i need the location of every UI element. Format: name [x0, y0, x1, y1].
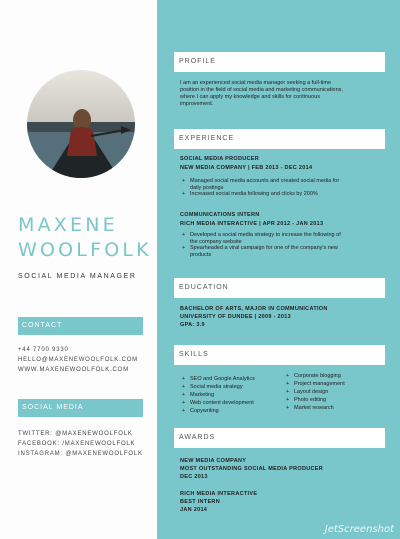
award-org-2: RICH MEDIA INTERACTIVE: [180, 491, 258, 497]
profile-heading: PROFILE: [174, 52, 385, 72]
profile-line: improvement.: [180, 101, 214, 107]
skills-column-1: [180, 375, 255, 415]
skills-column-2: [284, 372, 345, 412]
experience-heading: EXPERIENCE: [174, 129, 385, 149]
award-date-1: DEC 2013: [180, 474, 208, 480]
job-title: SOCIAL MEDIA MANAGER: [18, 273, 137, 280]
last-name: WOOLFOLK: [18, 239, 152, 261]
watermark: JetScreenshot: [324, 524, 394, 535]
skill-item: + Web content development: [190, 399, 255, 407]
twitter-handle[interactable]: TWITTER: @MAXENEWOOLFOLK: [18, 431, 133, 437]
job-meta-2: RICH MEDIA INTERACTIVE | APR 2012 - JAN 2013: [180, 221, 324, 227]
award-title-2: BEST INTERN: [180, 499, 220, 505]
award-org-1: NEW MEDIA COMPANY: [180, 458, 247, 464]
degree: BACHELOR OF ARTS, MAJOR IN COMMUNICATION: [180, 306, 328, 312]
profile-line: where I can apply my knowledge and skills for continuous: [180, 94, 321, 100]
website-link[interactable]: WWW.MAXENEWOOLFOLK.COM: [18, 367, 129, 373]
job-title-2: COMMUNICATIONS INTERN: [180, 212, 260, 218]
gpa: GPA: 3.9: [180, 322, 205, 328]
profile-line: I am an experienced social media manager seeking a full-time: [180, 80, 332, 86]
social-media-heading: SOCIAL MEDIA: [18, 399, 143, 417]
job-title-1: SOCIAL MEDIA PRODUCER: [180, 156, 260, 162]
education-heading: EDUCATION: [174, 278, 385, 298]
bullet: + Increased social media following and clicks by 200%: [190, 191, 339, 198]
contact-heading: CONTACT: [18, 317, 143, 335]
job-bullets-1: [180, 178, 339, 198]
instagram-handle[interactable]: INSTAGRAM: @MAXENEWOOLFOLK: [18, 451, 143, 457]
bullet: + Spearheaded a viral campaign for one of the company's new products: [190, 245, 341, 258]
award-date-2: JAN 2014: [180, 507, 208, 513]
full-name: [18, 213, 152, 263]
award-title-1: MOST OUTSTANDING SOCIAL MEDIA PRODUCER: [180, 466, 323, 472]
bullet: + Developed a social media strategy to increase the following of the company website: [190, 232, 341, 245]
awards-heading: AWARDS: [174, 428, 385, 448]
phone-number: +44 7700 9330: [18, 347, 69, 353]
first-name: MAXENE: [18, 214, 118, 236]
profile-photo: [27, 70, 135, 178]
skills-heading: SKILLS: [174, 345, 385, 365]
school: UNIVERSITY OF DUNDEE | 2009 - 2013: [180, 314, 291, 320]
email-address[interactable]: HELLO@MAXENEWOOLFOLK.COM: [18, 357, 138, 363]
skill-item: + Layout design: [294, 388, 345, 396]
skill-item: + Copywriting: [190, 407, 255, 415]
job-meta-1: NEW MEDIA COMPANY | FEB 2013 - DEC 2014: [180, 165, 313, 171]
skill-item: + Corporate blogging: [294, 372, 345, 380]
profile-line: position in the field of social media and marketing communications,: [180, 87, 343, 93]
facebook-handle[interactable]: FACEBOOK: /MAXENEWOOLFOLK: [18, 441, 136, 447]
skill-item: + Marketing: [190, 391, 255, 399]
skill-item: + SEO and Google Analytics: [190, 375, 255, 383]
skill-item: + Project management: [294, 380, 345, 388]
skill-item: + Social media strategy: [190, 383, 255, 391]
job-bullets-2: [180, 232, 341, 258]
skill-item: + Market research: [294, 404, 345, 412]
bullet: + Managed social media accounts and created social media for daily postings: [190, 178, 339, 191]
skill-item: + Photo editing: [294, 396, 345, 404]
